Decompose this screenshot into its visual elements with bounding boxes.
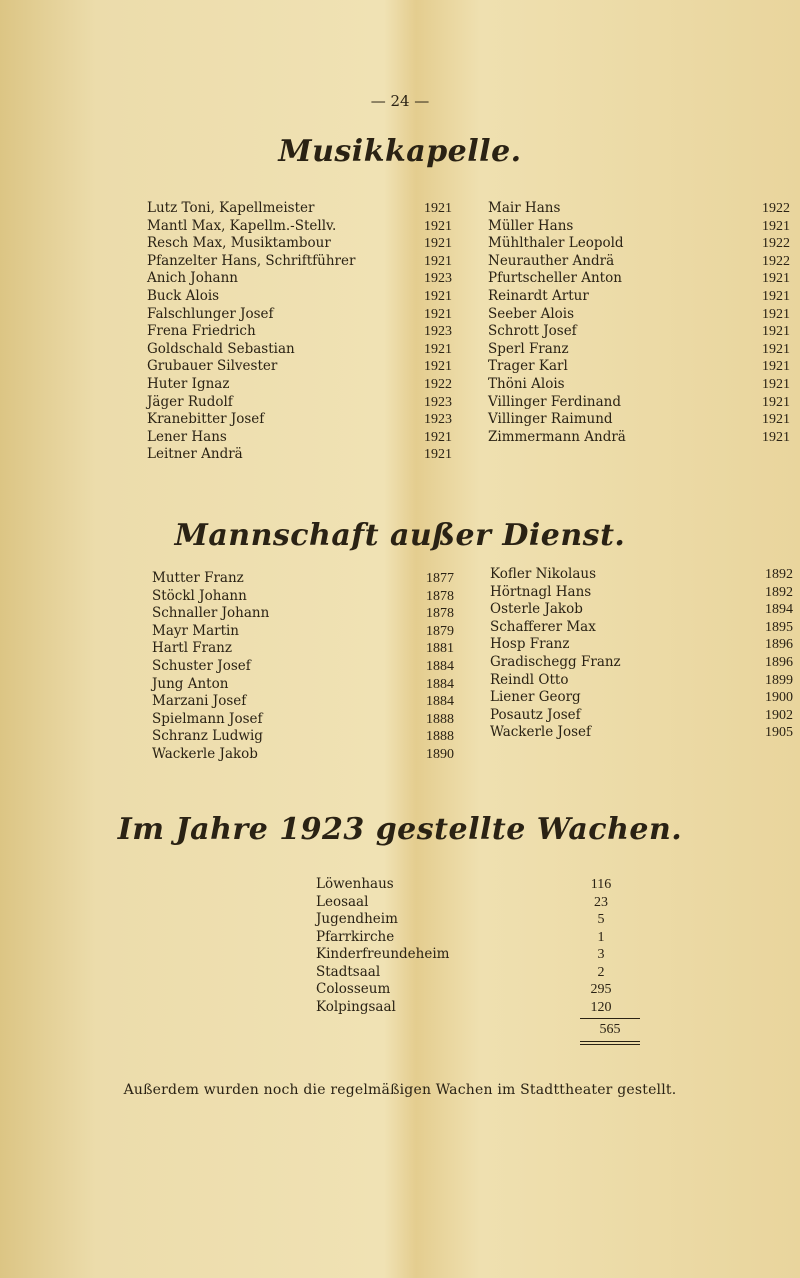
member-name: Wackerle Josef <box>490 724 591 741</box>
list-item <box>147 376 452 394</box>
member-name: Huter Ignaz <box>147 375 230 392</box>
member-name: Trager Karl <box>488 358 568 375</box>
member-year: 1921 <box>424 359 452 375</box>
member-name: Pfurtscheller Anton <box>488 270 622 287</box>
list-item <box>152 588 454 606</box>
wachen-table <box>316 876 636 1016</box>
list-item <box>152 728 454 746</box>
member-name: Grubauer Silvester <box>147 358 278 375</box>
list-item <box>488 323 790 341</box>
wache-count: 120 <box>590 999 612 1015</box>
member-name: Mayr Martin <box>152 622 240 639</box>
member-year: 1892 <box>765 567 793 582</box>
member-year: 1921 <box>424 253 452 269</box>
table-row <box>316 894 636 912</box>
member-name: Kofler Nikolaus <box>490 566 597 582</box>
member-name: Hörtnagl Hans <box>490 583 592 600</box>
table-row <box>316 999 636 1017</box>
list-item <box>490 707 793 725</box>
list-item <box>490 619 793 637</box>
member-year: 1921 <box>762 271 790 287</box>
list-item <box>488 200 790 218</box>
member-name: Müller Hans <box>488 217 574 234</box>
wache-place: Kinderfreundeheim <box>316 946 450 962</box>
list-item <box>147 394 452 412</box>
member-name: Sperl Franz <box>488 340 569 357</box>
member-name: Mutter Franz <box>152 570 244 586</box>
list-item <box>490 689 793 707</box>
member-year: 1921 <box>762 359 790 375</box>
wache-place: Löwenhaus <box>316 876 394 892</box>
wache-place: Stadtsaal <box>316 963 381 980</box>
wache-count: 116 <box>590 877 612 892</box>
list-item <box>152 693 454 711</box>
member-year: 1921 <box>762 288 790 304</box>
member-year: 1888 <box>426 711 454 727</box>
member-year: 1922 <box>762 201 790 216</box>
member-name: Seeber Alois <box>488 305 575 322</box>
list-item <box>152 570 454 588</box>
list-item <box>147 429 452 447</box>
member-year: 1921 <box>762 306 790 322</box>
musikkapelle-left-list <box>147 200 452 464</box>
member-year: 1921 <box>762 376 790 392</box>
member-name: Schrott Josef <box>488 323 577 340</box>
member-year: 1896 <box>765 654 793 670</box>
member-name: Villinger Raimund <box>488 411 613 428</box>
wachen-total: 565 <box>599 1022 621 1037</box>
member-name: Resch Max, Musiktambour <box>147 235 331 252</box>
member-name: Thöni Alois <box>488 375 565 392</box>
list-item <box>488 394 790 412</box>
wache-place: Kolpingsaal <box>316 998 396 1015</box>
footnote: Außerdem wurden noch die regelmäßigen Wachen im Stadttheater gestellt. <box>123 1082 677 1098</box>
list-item <box>152 746 454 764</box>
member-year: 1921 <box>424 429 452 445</box>
member-name: Schranz Ludwig <box>152 728 263 745</box>
wache-count: 295 <box>590 982 612 997</box>
list-item <box>490 654 793 672</box>
member-name: Goldschald Sebastian <box>147 340 295 357</box>
member-year: 1923 <box>424 324 452 340</box>
member-name: Stöckl Johann <box>152 587 247 604</box>
wache-count: 5 <box>597 912 605 927</box>
member-year: 1895 <box>765 619 793 635</box>
list-item <box>490 636 793 654</box>
list-item <box>488 376 790 394</box>
double-underline <box>580 1041 640 1045</box>
member-year: 1899 <box>765 672 793 688</box>
member-year: 1921 <box>762 412 790 428</box>
table-row <box>316 946 636 964</box>
member-name: Mantl Max, Kapellm.-Stellv. <box>147 217 337 234</box>
member-year: 1881 <box>426 641 454 657</box>
member-name: Kranebitter Josef <box>147 411 265 428</box>
musikkapelle-title: Musikkapelle. <box>278 134 522 169</box>
member-name: Hartl Franz <box>152 640 232 657</box>
table-row <box>316 929 636 947</box>
table-row <box>316 911 636 929</box>
list-item <box>490 672 793 690</box>
list-item <box>152 711 454 729</box>
member-year: 1884 <box>426 676 454 692</box>
member-year: 1921 <box>424 447 452 463</box>
member-name: Gradischegg Franz <box>490 653 621 670</box>
mannschaft-left-list <box>152 570 454 764</box>
member-year: 1921 <box>762 341 790 357</box>
member-year: 1921 <box>424 288 452 304</box>
wache-count: 23 <box>594 894 608 910</box>
list-item <box>490 584 793 602</box>
list-item <box>488 218 790 236</box>
member-year: 1922 <box>762 236 790 252</box>
list-item <box>152 676 454 694</box>
member-name: Leitner Andrä <box>147 446 243 463</box>
list-item <box>147 323 452 341</box>
member-year: 1921 <box>424 341 452 357</box>
wachen-total-block <box>580 1018 640 1045</box>
member-year: 1923 <box>424 394 452 410</box>
member-year: 1921 <box>762 218 790 234</box>
member-name: Neurauther Andrä <box>488 252 615 269</box>
member-year: 1878 <box>426 606 454 622</box>
list-item <box>490 566 793 584</box>
wache-count: 2 <box>597 964 605 980</box>
page-number: — 24 — <box>370 92 430 110</box>
wache-count: 3 <box>597 947 605 962</box>
wache-place: Leosaal <box>316 893 369 910</box>
member-name: Zimmermann Andrä <box>488 428 626 445</box>
list-item <box>488 288 790 306</box>
wachen-title: Im Jahre 1923 gestellte Wachen. <box>117 812 683 847</box>
member-year: 1921 <box>424 218 452 234</box>
list-item <box>147 446 452 464</box>
list-item <box>152 658 454 676</box>
list-item <box>147 306 452 324</box>
musikkapelle-right-list <box>488 200 790 446</box>
wache-place: Jugendheim <box>316 911 398 927</box>
list-item <box>488 253 790 271</box>
list-item <box>152 605 454 623</box>
wache-place: Pfarrkirche <box>316 928 395 945</box>
member-year: 1879 <box>426 623 454 639</box>
wache-count: 1 <box>597 929 605 945</box>
list-item <box>490 601 793 619</box>
member-year: 1902 <box>765 707 793 723</box>
member-year: 1921 <box>424 306 452 322</box>
list-item <box>147 218 452 236</box>
member-year: 1900 <box>765 690 793 706</box>
member-year: 1878 <box>426 588 454 604</box>
member-name: Spielmann Josef <box>152 710 263 727</box>
member-name: Reinardt Artur <box>488 287 589 304</box>
member-name: Mühlthaler Leopold <box>488 235 624 252</box>
member-year: 1921 <box>762 324 790 340</box>
list-item <box>147 200 452 218</box>
member-name: Frena Friedrich <box>147 323 256 340</box>
member-name: Anich Johann <box>147 270 238 287</box>
list-item <box>147 288 452 306</box>
list-item <box>488 429 790 447</box>
wache-place: Colosseum <box>316 981 391 997</box>
member-year: 1884 <box>426 694 454 710</box>
list-item <box>152 640 454 658</box>
member-name: Jung Anton <box>152 675 229 692</box>
member-name: Wackerle Jakob <box>152 745 258 762</box>
member-name: Buck Alois <box>147 287 220 304</box>
table-row <box>316 876 636 894</box>
list-item <box>147 270 452 288</box>
member-name: Schnaller Johann <box>152 605 270 622</box>
list-item <box>147 341 452 359</box>
member-name: Falschlunger Josef <box>147 305 274 322</box>
member-name: Jäger Rudolf <box>147 393 233 410</box>
member-name: Schafferer Max <box>490 618 596 635</box>
list-item <box>488 235 790 253</box>
member-name: Lutz Toni, Kapellmeister <box>147 200 315 216</box>
member-year: 1922 <box>762 253 790 269</box>
member-name: Reindl Otto <box>490 671 569 688</box>
member-year: 1921 <box>424 236 452 252</box>
list-item <box>488 411 790 429</box>
member-name: Marzani Josef <box>152 693 247 710</box>
list-item <box>147 253 452 271</box>
member-year: 1884 <box>426 658 454 674</box>
list-item <box>490 724 793 742</box>
member-year: 1894 <box>765 602 793 618</box>
list-item <box>488 341 790 359</box>
list-item <box>147 358 452 376</box>
list-item <box>152 623 454 641</box>
member-year: 1905 <box>765 725 793 741</box>
member-name: Hosp Franz <box>490 636 570 653</box>
member-year: 1877 <box>426 571 454 586</box>
member-year: 1921 <box>424 201 452 216</box>
member-year: 1921 <box>762 429 790 445</box>
member-year: 1892 <box>765 584 793 600</box>
member-year: 1890 <box>426 746 454 762</box>
member-year: 1923 <box>424 412 452 428</box>
member-name: Mair Hans <box>488 200 561 216</box>
table-row <box>316 981 636 999</box>
member-name: Liener Georg <box>490 689 581 706</box>
member-year: 1896 <box>765 637 793 653</box>
list-item <box>488 306 790 324</box>
member-name: Schuster Josef <box>152 657 251 674</box>
list-item <box>147 411 452 429</box>
list-item <box>147 235 452 253</box>
member-year: 1923 <box>424 271 452 287</box>
list-item <box>488 358 790 376</box>
member-name: Posautz Josef <box>490 706 581 723</box>
member-year: 1922 <box>424 376 452 392</box>
member-name: Pfanzelter Hans, Schriftführer <box>147 252 356 269</box>
mannschaft-right-list <box>490 566 793 742</box>
member-name: Villinger Ferdinand <box>488 393 621 410</box>
table-row <box>316 964 636 982</box>
member-name: Osterle Jakob <box>490 601 583 618</box>
member-name: Lener Hans <box>147 428 227 445</box>
member-year: 1921 <box>762 394 790 410</box>
mannschaft-title: Mannschaft außer Dienst. <box>174 518 626 553</box>
list-item <box>488 270 790 288</box>
member-year: 1888 <box>426 729 454 745</box>
